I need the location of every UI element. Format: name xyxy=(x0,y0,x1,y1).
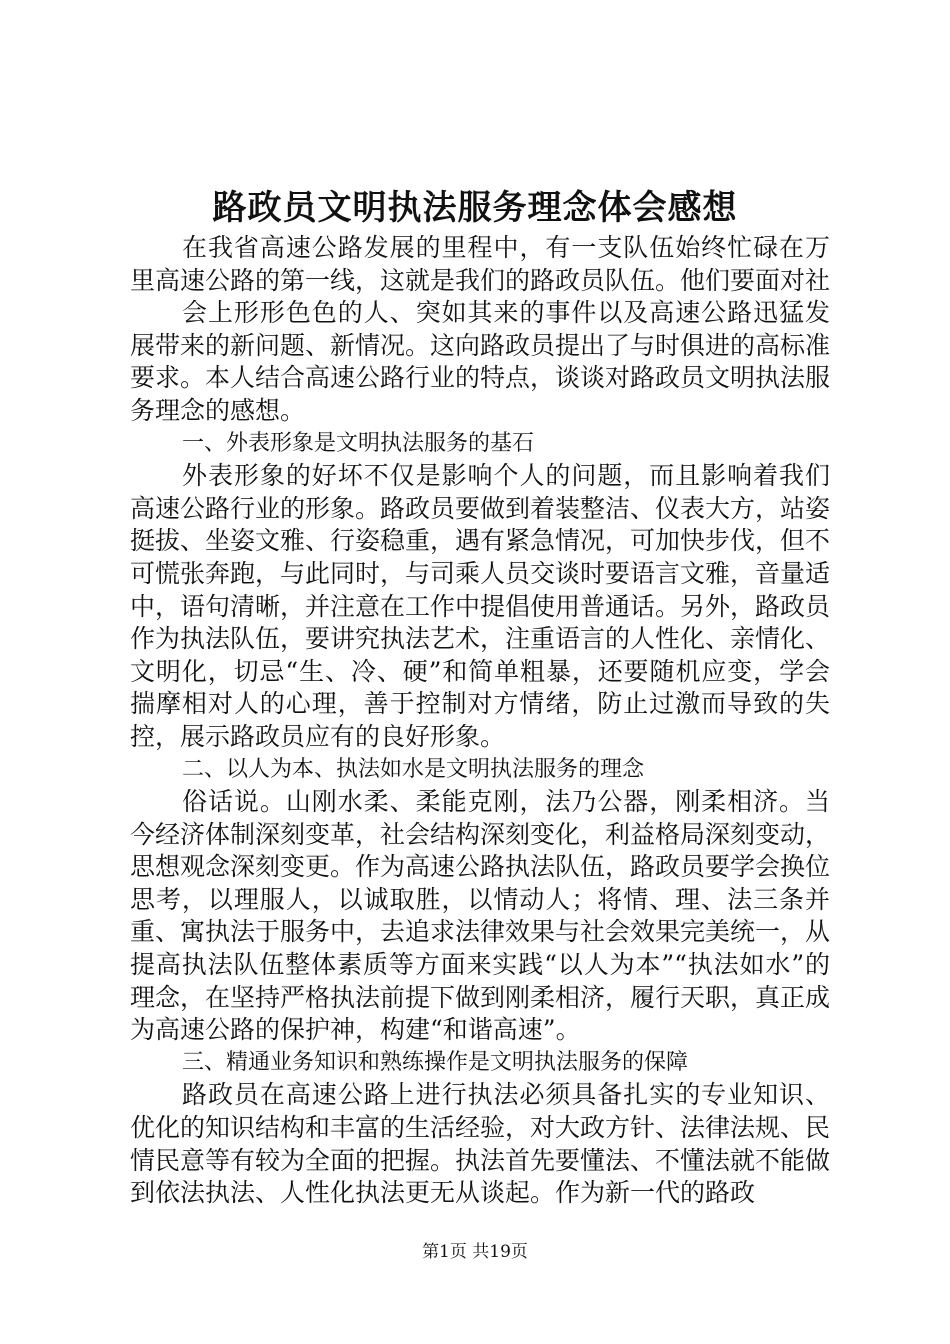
section-heading-2: 二、以人为本、执法如水是文明执法服务的理念 xyxy=(182,756,645,782)
paragraph-section-2: 俗话说。山刚水柔、柔能克刚，法乃公器，刚柔相济。当今经济体制深刻变革，社会结构深刻变化，利益格局深刻变动，思想观念深刻变更。作为高速公路执法队伍，路政员要学会换位思考，以理服人，以诚取胜，以情动人；将情、理、法三条并重、寓执法于服务中，去追求法律效果与社会效果完美统一，从提高执法队伍整体素质等方面来实践“以人为本”“执法如水”的理念，在坚持严格执法前提下做到刚柔相济，履行天职，真正成为高速公路的保护神，构建“和谐高速”。 xyxy=(130,787,831,1045)
paragraph-section-1: 外表形象的好坏不仅是影响个人的问题，而且影响着我们高速公路行业的形象。路政员要做到着装整洁、仪表大方，站姿挺拔、坐姿文雅、行姿稳重，遇有紧急情况，可加快步伐，但不可慌张奔跑，与此同时，与司乘人员交谈时要语言文雅，音量适中，语句清晰，并注意在工作中提倡使用普通话。另外，路政员作为执法队伍，要讲究执法艺术，注重语言的人性化、亲情化、文明化，切忌“生、冷、硬”和简单粗暴，还要随机应变，学会揣摩相对人的心理，善于控制对方情绪，防止过激而导致的失控，展示路政员应有的良好形象。 xyxy=(130,461,831,751)
paragraph-intro-2: 会上形形色色的人、突如其来的事件以及高速公路迅猛发展带来的新问题、新情况。这向路政员提出了与时俱进的高标准要求。本人结合高速公路行业的特点，谈谈对路政员文明执法服务理念的感想。 xyxy=(130,298,831,425)
document-title: 路政员文明执法服务理念体会感想 xyxy=(212,188,738,228)
page-number-footer: 第1页 共19页 xyxy=(422,1242,528,1262)
section-heading-3: 三、精通业务知识和熟练操作是文明执法服务的保障 xyxy=(182,1049,689,1075)
section-heading-1: 一、外表形象是文明执法服务的基石 xyxy=(182,430,535,456)
document-body xyxy=(130,232,830,1210)
paragraph-section-3: 路政员在高速公路上进行执法必须具备扎实的专业知识、优化的知识结构和丰富的生活经验，对大政方针、法律法规、民情民意等有较为全面的把握。执法首先要懂法、不懂法就不能做到依法执法、人性化执法更无从谈起。作为新一代的路政 xyxy=(130,1080,831,1208)
paragraph-intro-1: 在我省高速公路发展的里程中，有一支队伍始终忙碌在万里高速公路的第一线，这就是我们的路政员队伍。他们要面对社 xyxy=(130,233,831,295)
